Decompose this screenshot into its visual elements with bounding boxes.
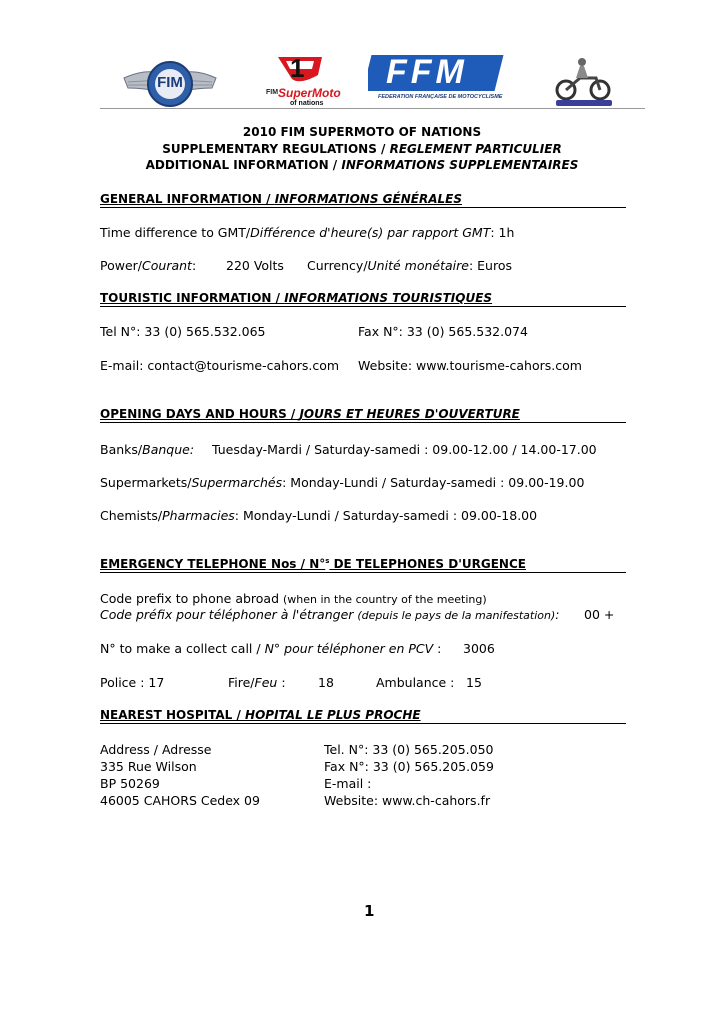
title-line-2-fr: REGLEMENT PARTICULIER xyxy=(389,142,562,156)
heading-en: NEAREST HOSPITAL / xyxy=(100,708,246,722)
collect-fr: N° pour téléphoner en PCV xyxy=(264,641,434,656)
contact-line: Fax N°: 33 (0) 565.205.059 xyxy=(324,759,494,774)
ambulance-label: Ambulance : xyxy=(376,675,455,690)
section-touristic-heading xyxy=(100,291,626,307)
prefix-fr-note: (depuis le pays de la manifestation) xyxy=(357,609,556,622)
banks-en: Banks/ xyxy=(100,442,143,457)
banks-hours: Tuesday-Mardi / Saturday-samedi : 09.00-12.00 / 14.00-17.00 xyxy=(212,442,597,457)
prefix-fr xyxy=(100,607,559,623)
fire-en: Fire/ xyxy=(228,675,255,690)
prefix-en-note: (when in the country of the meeting) xyxy=(283,593,487,606)
chemists-fr: Pharmacies xyxy=(162,508,235,523)
address-line: BP 50269 xyxy=(100,776,160,791)
hospital-address xyxy=(100,741,260,809)
heading-fr: INFORMATIONS TOURISTIQUES xyxy=(284,291,493,305)
title-line-3-en: ADDITIONAL INFORMATION / xyxy=(145,158,342,172)
fim-logo xyxy=(122,58,218,110)
prefix-en xyxy=(100,591,487,607)
prefix-fr-label: Code préfix pour téléphoner à l'étranger xyxy=(100,607,358,622)
currency-value: : Euros xyxy=(468,258,512,273)
title-line-3-fr: INFORMATIONS SUPPLEMENTAIRES xyxy=(341,158,579,172)
heading-en: EMERGENCY TELEPHONE Nos / N° xyxy=(100,557,326,571)
power-colon: : xyxy=(191,258,197,273)
heading-fr: INFORMATIONS GÉNÉRALES xyxy=(274,192,462,206)
chemists-hours xyxy=(100,508,537,523)
collect-call xyxy=(100,641,441,656)
power-fr: Courant xyxy=(142,258,192,273)
fire-colon: : xyxy=(277,675,286,690)
hospital-contact xyxy=(324,741,494,809)
ffm-logo xyxy=(368,53,508,103)
banks-fr: Banque: xyxy=(142,442,195,457)
fire-label xyxy=(228,675,286,690)
supermarkets-en: Supermarkets/ xyxy=(100,475,192,490)
time-label-fr: Différence d'heure(s) par rapport GMT xyxy=(250,225,491,240)
supermarkets-fr: Supermarchés xyxy=(191,475,283,490)
contact-line: Website: www.ch-cahors.fr xyxy=(324,793,491,808)
address-line: Address / Adresse xyxy=(100,742,212,757)
power-label xyxy=(100,258,196,273)
supermoto-small: FIM xyxy=(266,89,279,96)
title-line-1: 2010 FIM SUPERMOTO OF NATIONS xyxy=(242,125,482,139)
ffm-logo-text: FFM xyxy=(386,53,468,91)
collect-colon: : xyxy=(433,641,442,656)
tourism-tel: Tel N°: 33 (0) 565.532.065 xyxy=(100,324,266,339)
prefix-fr-colon: : xyxy=(555,607,560,622)
banks-label xyxy=(100,442,194,457)
currency xyxy=(307,258,512,273)
fim-logo-text: FIM xyxy=(157,74,183,91)
supermoto-brand: SuperMoto xyxy=(278,86,341,100)
section-general-heading xyxy=(100,192,626,208)
tourism-website: Website: www.tourisme-cahors.com xyxy=(358,358,582,373)
heading-sup: s xyxy=(325,557,330,565)
fire-fr: Feu xyxy=(254,675,278,690)
currency-fr: Unité monétaire xyxy=(367,258,469,273)
title-line-3 xyxy=(0,158,724,172)
heading-fr: JOURS ET HEURES D'OUVERTURE xyxy=(299,407,520,421)
header-rule xyxy=(100,108,645,109)
heading-en: TOURISTIC INFORMATION / xyxy=(100,291,285,305)
prefix-value: 00 + xyxy=(584,607,615,622)
supermoto-number: 1 xyxy=(290,53,305,83)
ambulance-value: 15 xyxy=(466,675,482,690)
collect-value: 3006 xyxy=(463,641,495,656)
chemists-en: Chemists/ xyxy=(100,508,163,523)
section-opening-heading xyxy=(100,407,626,423)
title-line-2-en: SUPPLEMENTARY REGULATIONS / xyxy=(162,142,390,156)
supermarkets-hours xyxy=(100,475,584,490)
supermoto-logo xyxy=(264,53,341,111)
page-number: 1 xyxy=(364,902,375,920)
tourism-fax: Fax N°: 33 (0) 565.532.074 xyxy=(358,324,528,339)
heading-en: OPENING DAYS AND HOURS / xyxy=(100,407,300,421)
title-line-2 xyxy=(0,142,724,156)
rider-logo xyxy=(552,56,616,108)
power-value: 220 Volts xyxy=(226,258,284,273)
power-en: Power/ xyxy=(100,258,143,273)
address-line: 46005 CAHORS Cedex 09 xyxy=(100,793,260,808)
address-line: 335 Rue Wilson xyxy=(100,759,197,774)
heading-fr: DE TELEPHONES D'URGENCE xyxy=(329,557,526,571)
prefix-en-label: Code prefix to phone abroad xyxy=(100,591,283,606)
police: Police : 17 xyxy=(100,675,165,690)
chemists-value: : Monday-Lundi / Saturday-samedi : 09.00-18.00 xyxy=(234,508,538,523)
supermoto-sub: of nations xyxy=(290,100,324,107)
time-difference xyxy=(100,225,514,240)
currency-en: Currency/ xyxy=(307,258,368,273)
ffm-logo-sub: FEDERATION FRANÇAISE DE MOTOCYCLISME xyxy=(378,94,503,100)
heading-fr: HOPITAL LE PLUS PROCHE xyxy=(245,708,421,722)
contact-line: E-mail : xyxy=(324,776,372,791)
heading-en: GENERAL INFORMATION / xyxy=(100,192,275,206)
section-emergency-heading xyxy=(100,557,626,573)
time-label-en: Time difference to GMT/ xyxy=(100,225,251,240)
time-value: : 1h xyxy=(490,225,515,240)
contact-line: Tel. N°: 33 (0) 565.205.050 xyxy=(324,742,494,757)
collect-en: N° to make a collect call / xyxy=(100,641,265,656)
fire-value: 18 xyxy=(318,675,334,690)
supermarkets-value: : Monday-Lundi / Saturday-samedi : 09.00-19.00 xyxy=(282,475,585,490)
section-hospital-heading xyxy=(100,708,626,724)
tourism-email: E-mail: contact@tourisme-cahors.com xyxy=(100,358,340,373)
